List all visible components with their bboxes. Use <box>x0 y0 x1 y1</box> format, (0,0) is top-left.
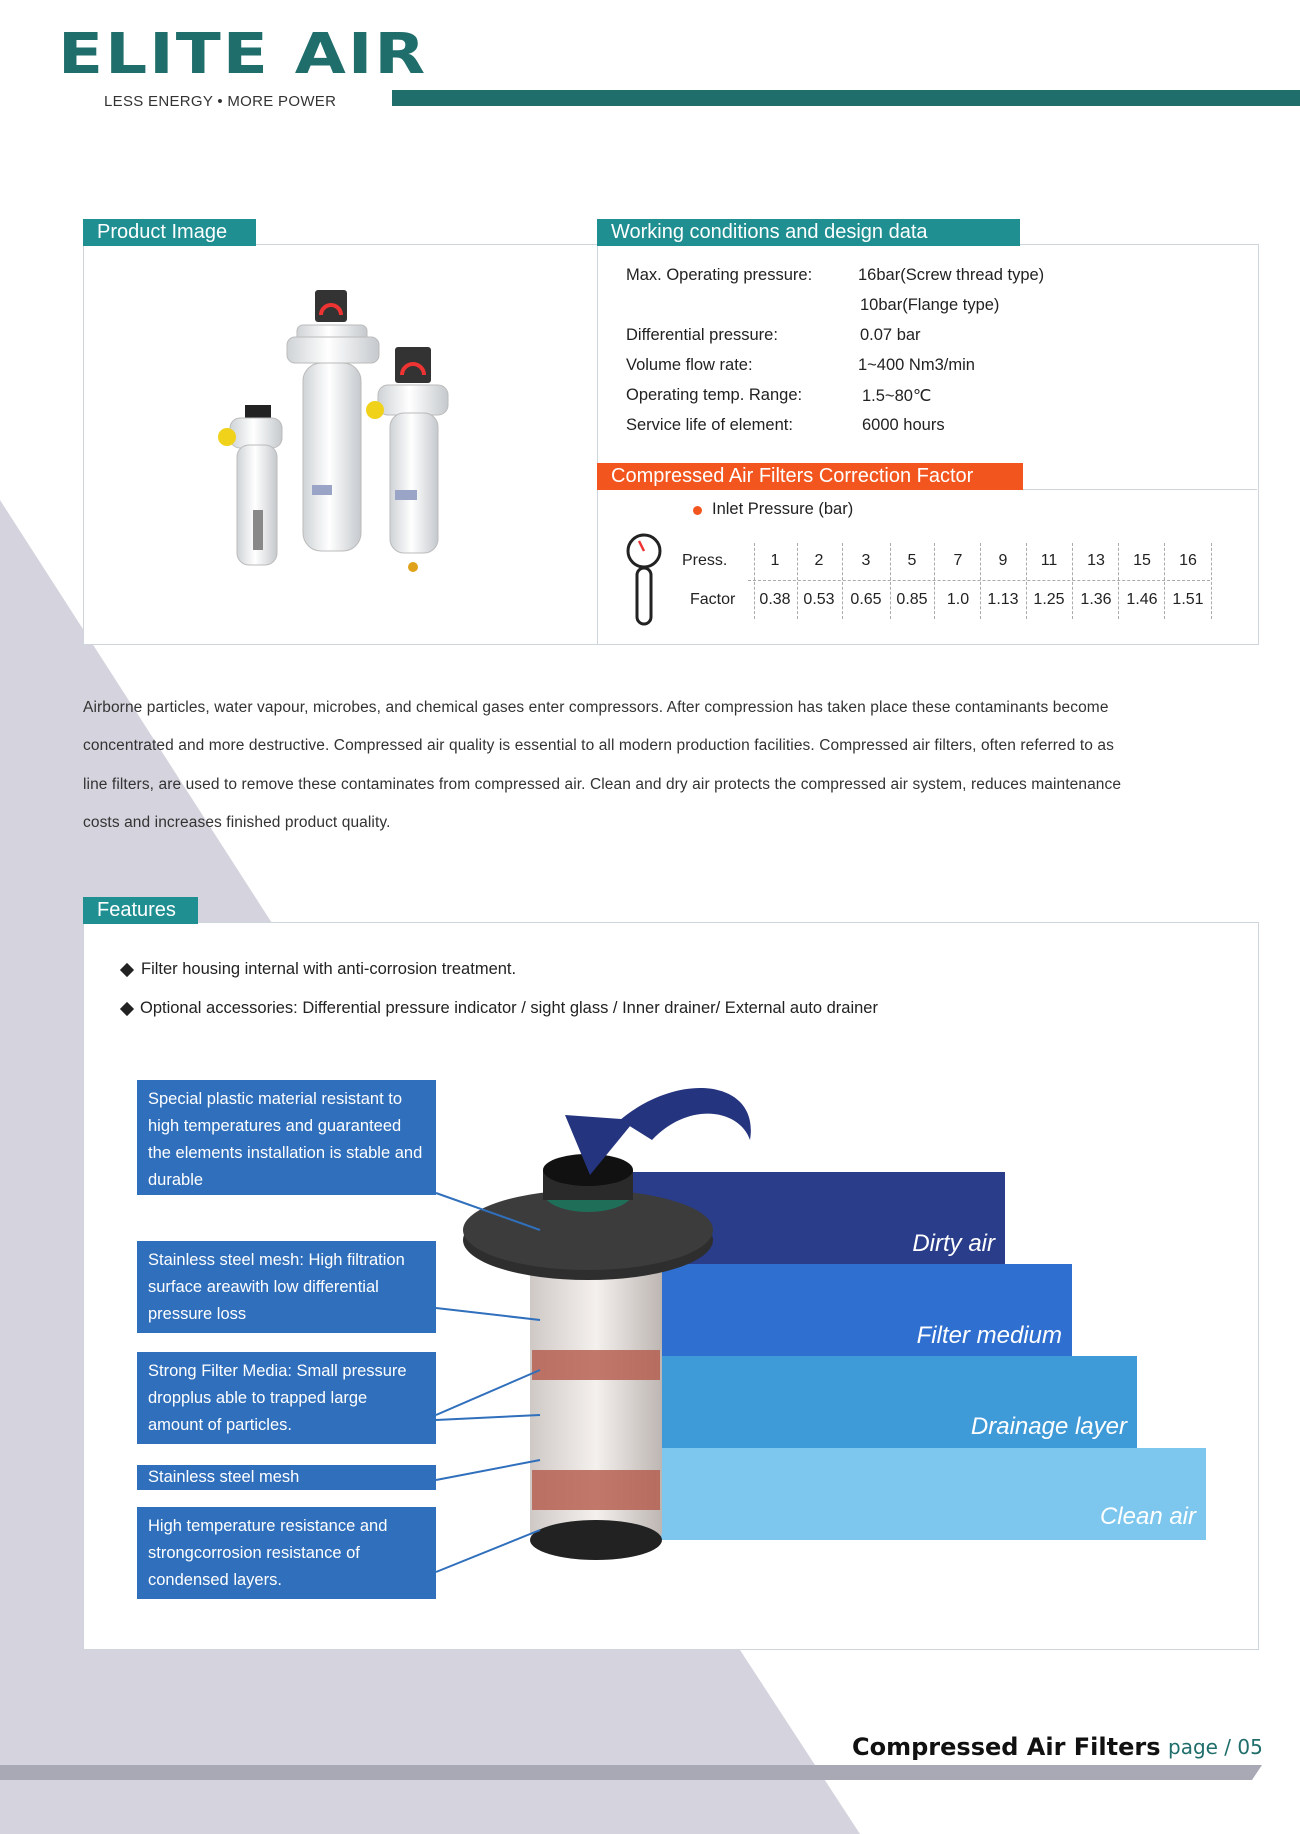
spec-value-2: 0.07 bar <box>860 326 921 344</box>
working-conditions-tab: Working conditions and design data <box>597 219 1020 246</box>
factor-cell: 0.53 <box>803 591 835 608</box>
callout-condensed-layers: High temperature resistance and strongcorrosion resistance of condensed layers. <box>137 1507 436 1599</box>
spec-label-2: Differential pressure: <box>626 326 778 344</box>
spec-value-5: 6000 hours <box>862 416 945 434</box>
layer-filter-medium: Filter medium <box>916 1322 1062 1349</box>
factor-cell: 1.13 <box>987 591 1019 608</box>
factor-cell: 1.36 <box>1080 591 1112 608</box>
pressure-gauge-icon <box>625 532 663 628</box>
feature-1: Optional accessories: Differential pressure indicator / sight glass / Inner drainer/ External auto drainer <box>140 999 878 1017</box>
spec-value-0: 16bar(Screw thread type) <box>858 266 1045 284</box>
spec-value-1: 10bar(Flange type) <box>860 296 1000 314</box>
table-divider <box>748 580 1210 581</box>
press-cell: 15 <box>1133 552 1151 569</box>
description-line-0: Airborne particles, water vapour, microbes, and chemical gases enter compressors. After compression has taken place these contaminants become <box>83 699 1109 716</box>
correction-factor-tab: Compressed Air Filters Correction Factor <box>597 463 1023 490</box>
press-cell: 13 <box>1087 552 1105 569</box>
layer-clean-air: Clean air <box>1099 1503 1196 1530</box>
row-label-press: Press. <box>682 552 728 569</box>
product-image-tab: Product Image <box>83 219 256 246</box>
description-line-2: line filters, are used to remove these contaminates from compressed air. Clean and dry air protects the compressed air system, reduces maintenance <box>83 776 1122 793</box>
table-column-separator <box>1072 543 1073 619</box>
callout-filter-media: Strong Filter Media: Small pressure dropplus able to trapped large amount of particles. <box>137 1352 436 1444</box>
factor-cell: 0.65 <box>850 591 882 608</box>
description-line-1: concentrated and more destructive. Compressed air quality is essential to all modern production facilities. Compressed air filters, often referred to as <box>83 737 1114 754</box>
table-column-separator <box>934 543 935 619</box>
press-cell: 16 <box>1179 552 1197 569</box>
brand-logo: ELITE AIR <box>58 20 428 87</box>
factor-cell: 1.51 <box>1172 591 1204 608</box>
legend-label: Inlet Pressure (bar) <box>712 500 854 518</box>
spec-value-4: 1.5~80℃ <box>862 387 932 405</box>
factor-cell: 1.25 <box>1033 591 1065 608</box>
factor-cell: 0.38 <box>759 591 791 608</box>
press-cell: 1 <box>770 552 780 569</box>
layer-dirty-air: Dirty air <box>912 1230 995 1257</box>
factor-cell: 0.85 <box>896 591 928 608</box>
layer-drainage-layer: Drainage layer <box>970 1413 1127 1440</box>
press-cell: 5 <box>907 552 917 569</box>
product-image <box>215 285 465 585</box>
footer-title: Compressed Air Filters <box>852 1733 1161 1761</box>
press-cell: 7 <box>953 552 963 569</box>
header-bar <box>392 90 1300 106</box>
page-number: page / 05 <box>1168 1735 1263 1759</box>
factor-cell: 1.0 <box>946 591 970 608</box>
row-label-factor: Factor <box>690 591 736 608</box>
callout-steel-mesh-high-filtration: Stainless steel mesh: High filtration surface areawith low differential pressure loss <box>137 1241 436 1333</box>
factor-cell: 1.46 <box>1126 591 1158 608</box>
press-cell: 11 <box>1040 552 1058 569</box>
brand-tagline: LESS ENERGY • MORE POWER <box>104 93 337 110</box>
press-cell: 2 <box>814 552 824 569</box>
table-column-separator <box>1164 543 1165 619</box>
callout-stainless-steel-mesh: Stainless steel mesh <box>137 1465 436 1490</box>
spec-label-3: Volume flow rate: <box>626 356 753 374</box>
feature-0: Filter housing internal with anti-corrosion treatment. <box>141 960 517 978</box>
legend-dot-icon <box>693 506 702 515</box>
table-column-separator <box>842 543 843 619</box>
callout-plastic-material: Special plastic material resistant to high temperatures and guaranteed the elements installation is stable and durable <box>137 1080 436 1195</box>
spec-label-0: Max. Operating pressure: <box>626 266 813 284</box>
spec-label-5: Service life of element: <box>626 416 793 434</box>
spec-label-4: Operating temp. Range: <box>626 386 803 404</box>
spec-value-3: 1~400 Nm3/min <box>858 356 975 374</box>
features-tab: Features <box>83 897 198 924</box>
table-column-separator <box>1118 543 1119 619</box>
press-cell: 3 <box>861 552 871 569</box>
press-cell: 9 <box>998 552 1008 569</box>
description-line-3: costs and increases finished product quality. <box>83 814 391 831</box>
table-column-separator <box>1211 543 1212 619</box>
